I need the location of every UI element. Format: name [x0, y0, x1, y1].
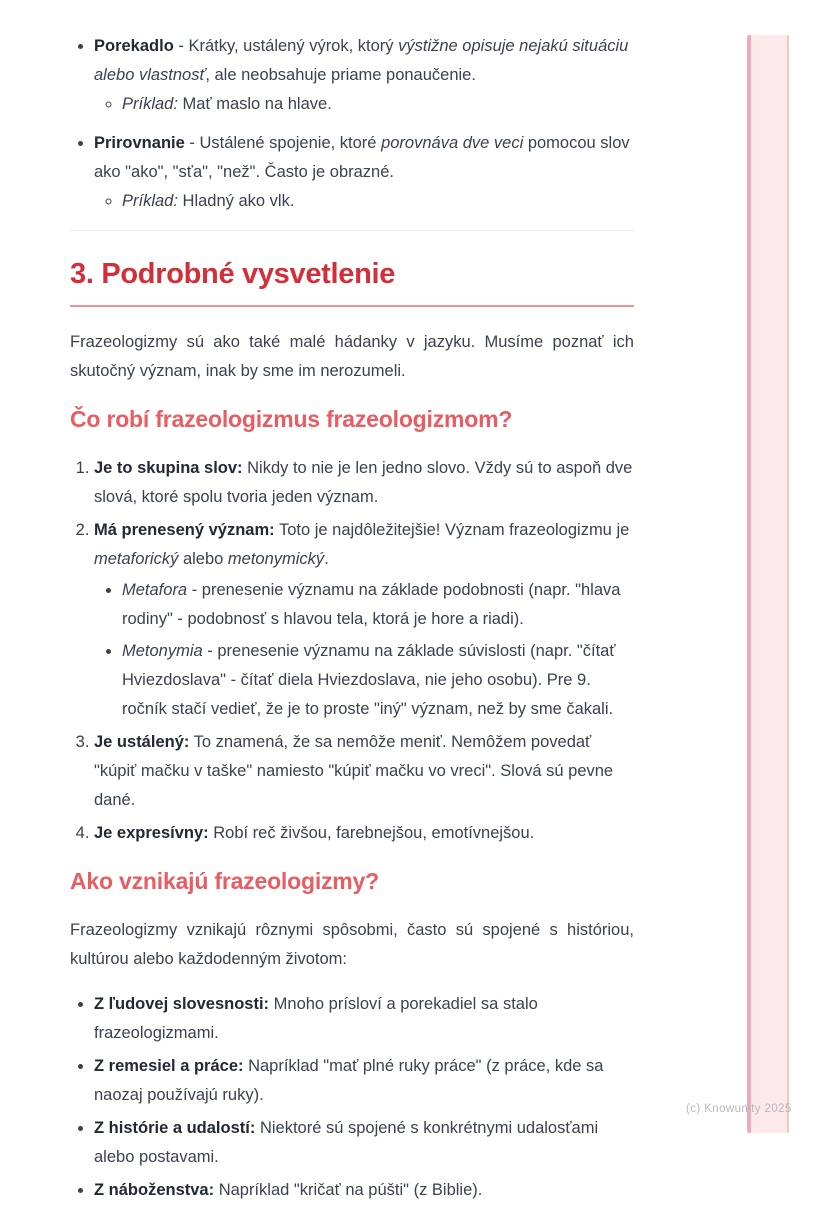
criterion-item-1 [94, 454, 634, 512]
example-item [122, 187, 634, 216]
text-run: Je expresívny: [94, 824, 209, 842]
text-run: Metafora [122, 581, 188, 599]
text-run: Z ľudovej slovesnosti: [94, 995, 270, 1013]
criterion-item-4 [94, 819, 634, 848]
text-run: Napríklad "kričať na púšti" (z Biblie). [214, 1181, 483, 1199]
document-content [70, 0, 634, 1205]
text-run: Porekadlo [94, 37, 174, 55]
example-item [122, 90, 634, 119]
origins-intro-paragraph: Frazeologizmy vznikajú rôznymi spôsobmi, často sú spojené s históriou, kultúrou alebo každodenným životom: [70, 921, 634, 968]
text-run: Napríklad "mať plné ruky práce" (z práce, kde sa naozaj používajú ruky). [94, 1057, 604, 1104]
text-run: Má prenesený význam: [94, 521, 275, 539]
criterion-text [94, 819, 634, 848]
section-intro-paragraph: Frazeologizmy sú ako také malé hádanky v jazyku. Musíme poznať ich skutočný význam, inak by sme im nerozumeli. [70, 333, 634, 380]
meaning-types-list [94, 576, 634, 724]
page-edge-highlight-bar [747, 35, 789, 1133]
definition-text [94, 129, 634, 187]
text-run: metonymický [227, 550, 325, 568]
definition-text [94, 32, 634, 90]
text-run: Mať maslo na hlave. [177, 95, 332, 113]
text-run: Mnoho prísloví a porekadiel sa stalo frazeologizmami. [94, 995, 538, 1042]
origin-text [94, 990, 634, 1048]
text-run: Je to skupina slov: [94, 459, 243, 477]
text-run: - prenesenie významu na základe súvislosti (napr. "čítať Hviezdoslava" - čítať diela Hviezdoslava, nie jeho osobu). Pre 9. ročník stačí vedieť, že je to proste "iný" význam, než by sme čakali. [122, 642, 616, 718]
text-run: Toto je najdôležitejšie! Význam frazeologizmu je [274, 521, 630, 539]
origin-item-crafts [94, 1052, 634, 1110]
origin-item-religion [94, 1176, 634, 1205]
text-run: Je ustálený: [94, 733, 190, 751]
origin-text [94, 1176, 634, 1205]
text-run: , ale neobsahuje priame ponaučenie. [205, 66, 476, 84]
criterion-item-2 [94, 516, 634, 724]
origin-item-history [94, 1114, 634, 1172]
example-text [122, 187, 634, 216]
origin-text [94, 1114, 634, 1172]
definition-item-porekadlo [94, 32, 634, 119]
origins-list [70, 990, 634, 1205]
origin-item-folklore [94, 990, 634, 1048]
text-run: - prenesenie významu na základe podobnosti (napr. "hlava rodiny" - podobnosť s hlavou tela, ktorá je hore a riadi). [122, 581, 621, 628]
text-run: Hladný ako vlk. [177, 192, 295, 210]
example-text [122, 90, 634, 119]
subsection-title-origins: Ako vznikajú frazeologizmy? [70, 868, 379, 894]
text-run: Z náboženstva: [94, 1181, 215, 1199]
text-run: - Ustálené spojenie, ktoré [184, 134, 382, 152]
section-title: 3. Podrobné vysvetlenie [70, 257, 634, 307]
text-run: Metonymia [122, 642, 203, 660]
text-run: Niektoré sú spojené s konkrétnymi udalosťami alebo postavami. [94, 1119, 599, 1166]
text-run: Z histórie a udalostí: [94, 1119, 256, 1137]
text-run: To znamená, že sa nemôže meniť. Nemôžem povedať "kúpiť mačku v taške" namiesto "kúpiť mačku vo vreci". Slová sú pevne dané. [94, 733, 614, 809]
text-run: pomocou slov ako "ako", "sťa", "než". Často je obrazné. [94, 134, 630, 181]
definition-item-prirovnanie [94, 129, 634, 216]
copyright-watermark: (c) Knowunity 2025 [686, 1103, 792, 1115]
metafora-text [122, 576, 634, 634]
text-run: - Krátky, ustálený výrok, ktorý [173, 37, 399, 55]
text-run: . [324, 550, 329, 568]
text-run: výstižne opisuje nejakú situáciu alebo vlastnosť [94, 37, 629, 84]
criterion-item-3 [94, 728, 634, 815]
subsection-title-criteria: Čo robí frazeologizmus frazeologizmom? [70, 406, 513, 432]
text-run: Nikdy to nie je len jedno slovo. Vždy sú to aspoň dve slová, ktoré spolu tvoria jeden význam. [94, 459, 633, 506]
text-run: Príklad: [122, 192, 178, 210]
metafora-item [122, 576, 634, 634]
criterion-text [94, 516, 634, 574]
text-run: porovnáva dve veci [381, 134, 524, 152]
text-run: metaforický [94, 550, 179, 568]
text-run: alebo [178, 550, 228, 568]
text-run: Prirovnanie [94, 134, 185, 152]
example-list [94, 90, 634, 119]
section-divider [70, 230, 634, 231]
criteria-list [70, 454, 634, 848]
text-run: Príklad: [122, 95, 178, 113]
criterion-text [94, 728, 634, 815]
metonymia-text [122, 637, 634, 724]
example-list [94, 187, 634, 216]
definitions-list [70, 32, 634, 216]
text-run: Robí reč živšou, farebnejšou, emotívnejšou. [208, 824, 535, 842]
criterion-text [94, 454, 634, 512]
text-run: Z remesiel a práce: [94, 1057, 244, 1075]
metonymia-item [122, 637, 634, 724]
origin-text [94, 1052, 634, 1110]
